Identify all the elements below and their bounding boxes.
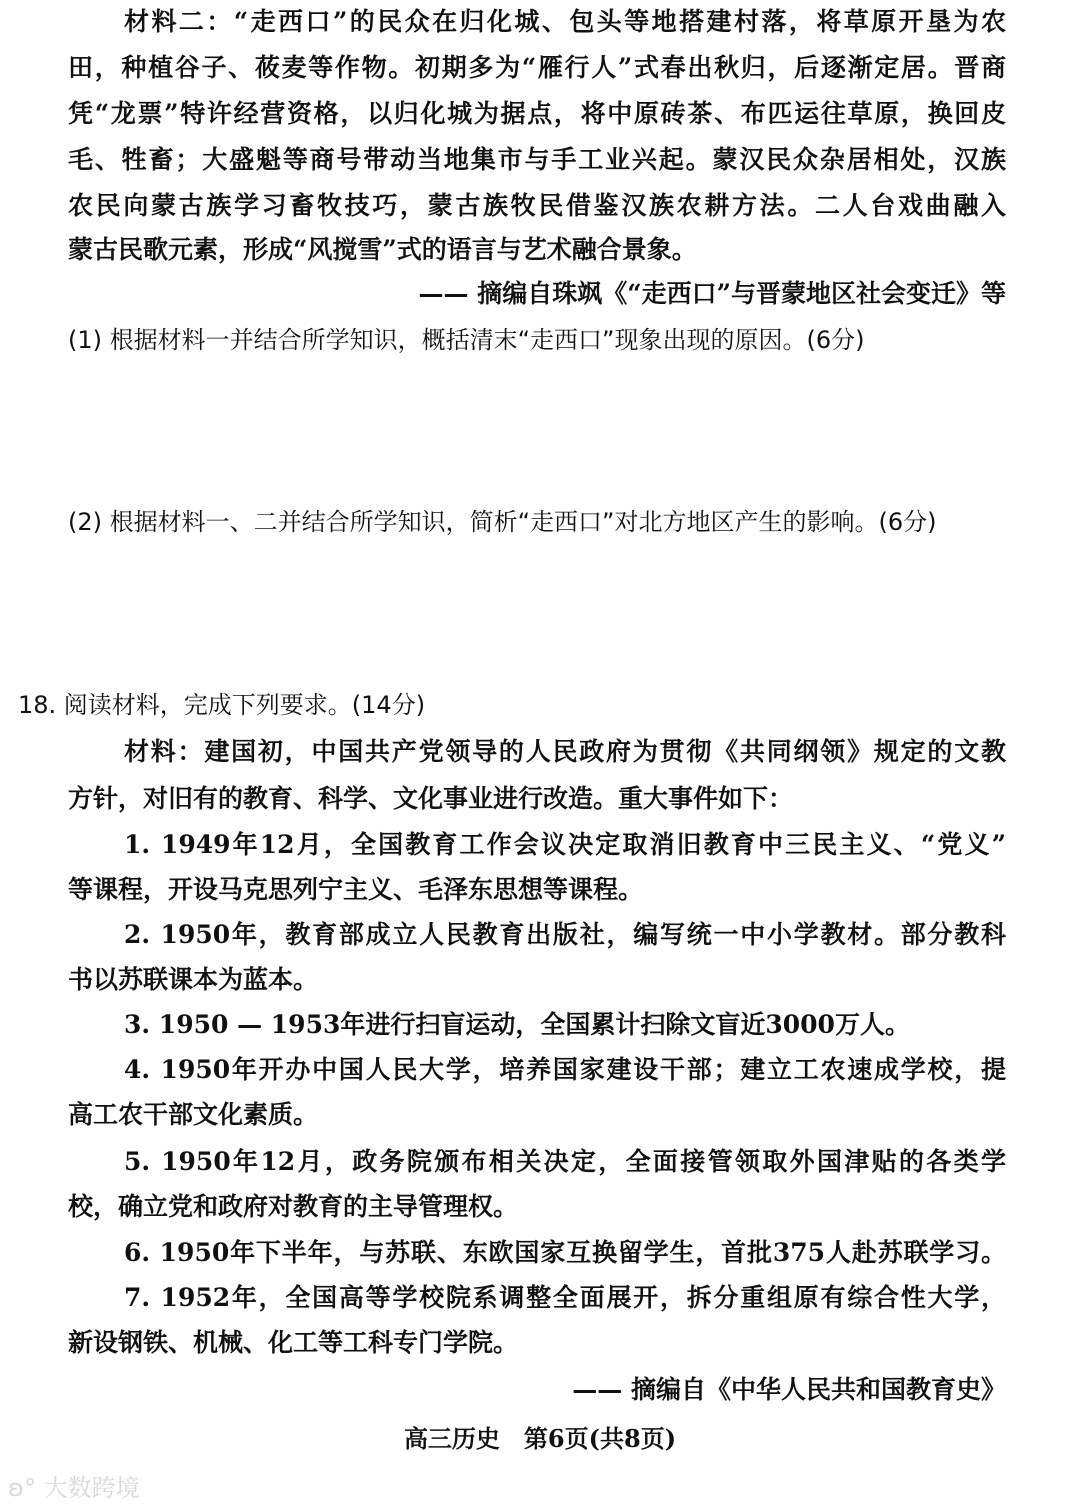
q18-line: 材料：建国初，中国共产党领导的人民政府为贯彻《共同纲领》规定的文教 [124,737,1006,766]
material-2-source: —— 摘编自珠飒《“走西口”与晋蒙地区社会变迁》等 [418,279,1006,308]
watermark-text: 大数跨境 [43,1474,140,1502]
q18-line: 方针，对旧有的教育、科学、文化事业进行改造。重大事件如下： [68,784,794,813]
q18-line: 书以苏联课本为蓝本。 [68,965,319,994]
q18-line: 等课程，开设马克思列宁主义、毛泽东思想等课程。 [68,875,644,904]
q18-line: 校，确立党和政府对教育的主导管理权。 [68,1192,519,1221]
question-17-1: (1) 根据材料一并结合所学知识，概括清末“走西口”现象出现的原因。(6分) [68,326,865,354]
q18-line: 5. 1950年12月，政务院颁布相关决定，全面接管领取外国津贴的各类学 [124,1147,1006,1176]
material-2-line: 毛、牲畜；大盛魁等商号带动当地集市与手工业兴起。蒙汉民众杂居相处，汉族 [68,145,1006,174]
material-2-line: 凭“龙票”特许经营资格，以归化城为据点，将中原砖茶、布匹运往草原，换回皮 [68,99,1006,128]
q18-line: 3. 1950 — 1953年进行扫盲运动，全国累计扫除文盲近3000万人。 [124,1010,910,1039]
watermark [8,1468,140,1503]
page-footer: 高三历史 第6页(共8页) [403,1424,677,1453]
question-17-2: (2) 根据材料一、二并结合所学知识，简析“走西口”对北方地区产生的影响。(6分) [68,508,937,536]
q18-line: 6. 1950年下半年，与苏联、东欧国家互换留学生，首批375人赴苏联学习。 [124,1238,1006,1267]
q18-line: 1. 1949年12月，全国教育工作会议决定取消旧教育中三民主义、“党义” [124,830,1006,859]
material-2-line: 蒙古民歌元素，形成“风搅雪”式的语言与艺术融合景象。 [68,235,697,264]
material-2-line: 材料二：“走西口”的民众在归化城、包头等地搭建村落，将草原开垦为农 [124,7,1006,36]
q18-line: 高工农干部文化素质。 [68,1100,319,1129]
q18-line: 2. 1950年，教育部成立人民教育出版社，编写统一中小学教材。部分教科 [124,920,1006,949]
watermark-logo-icon: ʚ° [8,1474,36,1502]
q18-line: 新设钢铁、机械、化工等工科专门学院。 [68,1328,519,1357]
material-2-line: 田，种植谷子、莜麦等作物。初期多为“雁行人”式春出秋归，后逐渐定居。晋商 [68,53,1006,82]
q18-source: —— 摘编自《中华人民共和国教育史》 [572,1375,1006,1404]
question-18-title: 18. 阅读材料，完成下列要求。(14分) [18,691,426,719]
q18-line: 7. 1952年，全国高等学校院系调整全面展开，拆分重组原有综合性大学， [124,1283,1006,1312]
q18-line: 4. 1950年开办中国人民大学，培养国家建设干部；建立工农速成学校，提 [124,1055,1006,1084]
material-2-line: 农民向蒙古族学习畜牧技巧，蒙古族牧民借鉴汉族农耕方法。二人台戏曲融入 [68,191,1006,220]
